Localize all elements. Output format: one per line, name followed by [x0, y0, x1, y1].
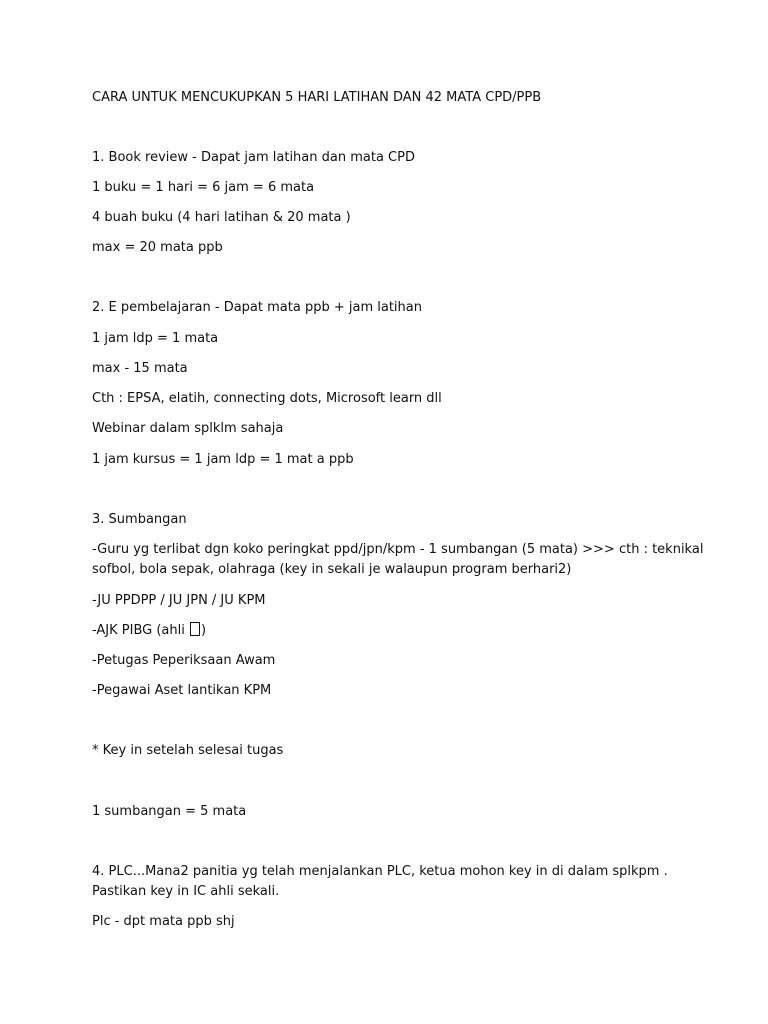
section2-line: Webinar dalam splklm sahaja	[92, 421, 284, 436]
section3-ju: -JU PPDPP / JU JPN / JU KPM	[92, 593, 266, 608]
section1-heading: 1. Book review - Dapat jam latihan dan mata CPD	[92, 150, 415, 165]
missing-glyph-icon	[190, 622, 200, 636]
section3-note: * Key in setelah selesai tugas	[92, 743, 284, 758]
section4-line3: Plc - dpt mata ppb shj	[92, 914, 235, 929]
section3-pegawai: -Pegawai Aset lantikan KPM	[92, 683, 272, 698]
section3-ajk	[92, 621, 682, 641]
section2-line: 1 jam kursus = 1 jam ldp = 1 mat a ppb	[92, 452, 354, 467]
section3-guru-line1: -Guru yg terlibat dgn koko peringkat ppd/jpn/kpm - 1 sumbangan (5 mata) >>> cth : teknikal	[92, 542, 704, 557]
section2-heading: 2. E pembelajaran - Dapat mata ppb + jam latihan	[92, 300, 422, 315]
section4-line1: 4. PLC...Mana2 panitia yg telah menjalankan PLC, ketua mohon key in di dalam splkpm .	[92, 864, 668, 879]
section3-equation: 1 sumbangan = 5 mata	[92, 804, 247, 819]
section2-line: 1 jam ldp = 1 mata	[92, 331, 219, 346]
section1-line: 4 buah buku (4 hari latihan & 20 mata )	[92, 210, 351, 225]
section2-line: Cth : EPSA, elatih, connecting dots, Microsoft learn dll	[92, 391, 442, 406]
section3-guru-line2: sofbol, bola sepak, olahraga (key in sekali je walaupun program berhari2)	[92, 562, 572, 577]
section2-line: max - 15 mata	[92, 361, 188, 376]
section4-line2: Pastikan key in IC ahli sekali.	[92, 884, 280, 899]
section1-line: 1 buku = 1 hari = 6 jam = 6 mata	[92, 180, 315, 195]
ajk-prefix: -AJK PIBG (ahli	[92, 623, 189, 638]
document-title: CARA UNTUK MENCUKUPKAN 5 HARI LATIHAN DAN 42 MATA CPD/PPB	[92, 90, 542, 105]
section1-line: max = 20 mata ppb	[92, 240, 223, 255]
section3-petugas: -Petugas Peperiksaan Awam	[92, 653, 276, 668]
section3-heading: 3. Sumbangan	[92, 512, 187, 527]
ajk-suffix: )	[201, 623, 207, 638]
